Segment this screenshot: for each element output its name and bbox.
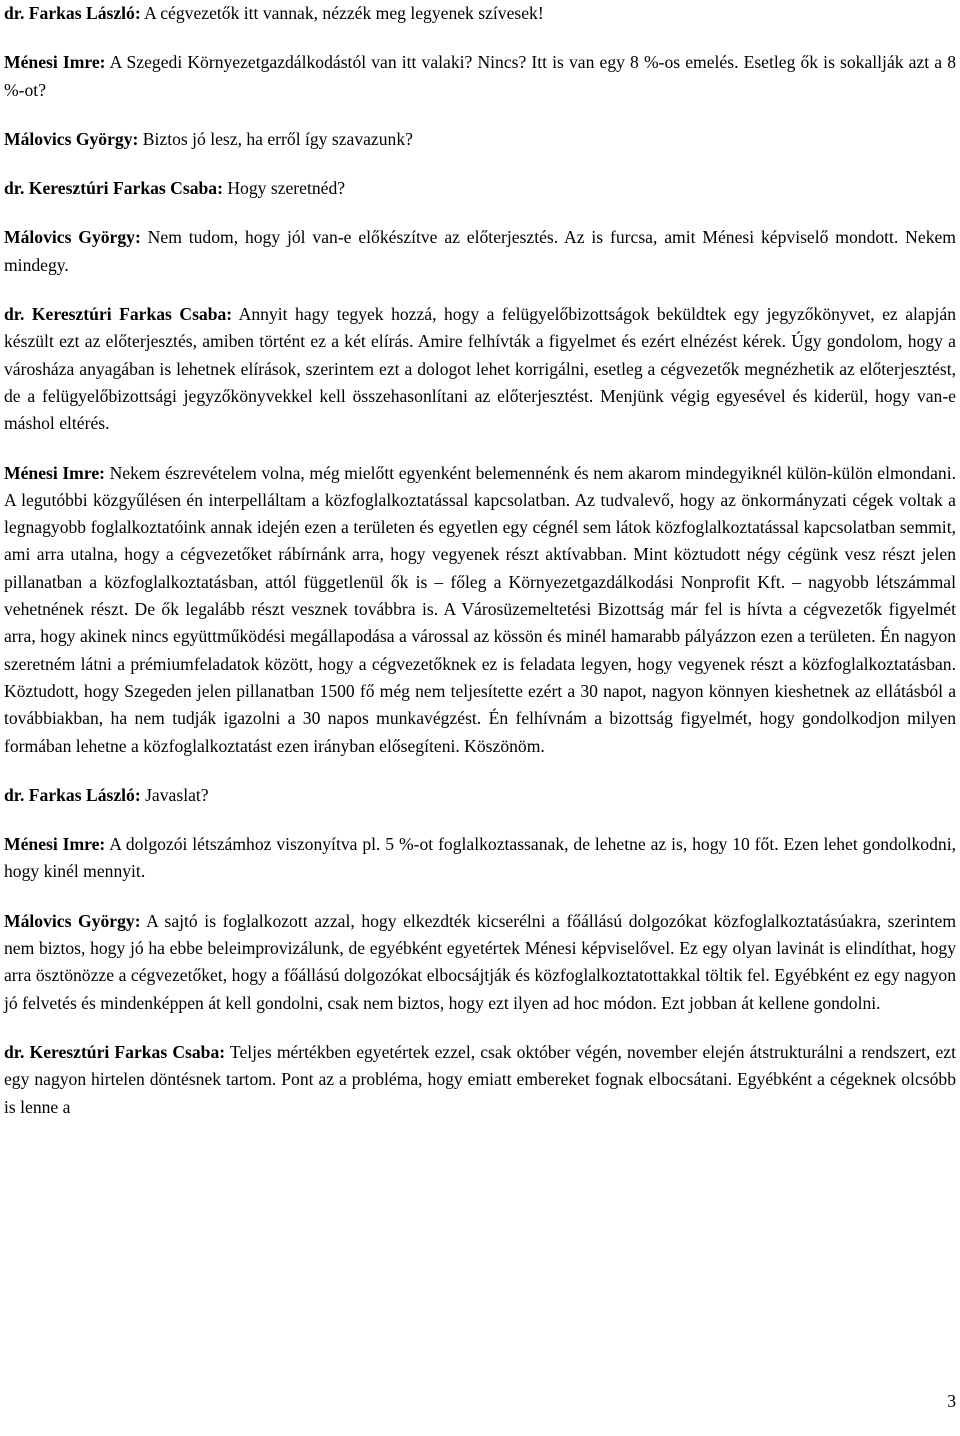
paragraph	[4, 126, 956, 153]
speaker-name: Málovics György:	[4, 128, 139, 149]
speaker-name: Ménesi Imre:	[4, 834, 106, 855]
speaker-name: dr. Keresztúri Farkas Csaba:	[4, 1041, 226, 1062]
speaker-name: dr. Keresztúri Farkas Csaba:	[4, 178, 223, 199]
paragraph	[4, 782, 956, 809]
paragraph	[4, 460, 956, 760]
paragraph	[4, 831, 956, 886]
paragraph-text: A dolgozói létszámhoz viszonyítva pl. 5 %-ot foglalkoztassanak, de lehetne az is, hogy 10 főt. Ezen lehet gondolkodni, hogy kinél mennyit.	[4, 834, 956, 882]
paragraph	[4, 224, 956, 279]
paragraph-text: Javaslat?	[140, 784, 209, 805]
speaker-name: Ménesi Imre:	[4, 52, 106, 73]
paragraph-text: A Szegedi Környezetgazdálkodástól van itt valaki? Nincs? Itt is van egy 8 %-os emelés. Esetleg ők is sokallják azt a 8 %-ot?	[4, 52, 956, 100]
paragraph-text: A sajtó is foglalkozott azzal, hogy elkezdték kicserélni a főállású dolgozókat közfoglalkoztatásúakra, szerintem nem biztos, hogy jó ha ebbe beleimprovizálunk, de egyébként egyetértek Ménesi képviselővel. Ez egy olyan lavinát is elindíthat, hogy arra ösztönözze a cégvezetőket, hogy a főállású dolgozókat elbocsájtják és közfoglalkoztatottakkal töltik fel. Egyébként ez egy nagyon jó felvetés és mindenképpen át kell gondolni, csak nem biztos, hogy ezt ilyen ad hoc módon. Ezt jobban át kellene gondolni.	[4, 910, 957, 1013]
speaker-name: Málovics György:	[4, 227, 141, 248]
paragraph	[4, 1039, 956, 1121]
paragraph	[4, 908, 956, 1017]
paragraph-text: Teljes mértékben egyetértek ezzel, csak október végén, november elején átstrukturálni a rendszert, ezt egy nagyon hirtelen döntésnek tartom. Pont az a probléma, hogy emiatt embereket fognak elbocsátani. Egyébként a cégeknek olcsóbb is lenne a	[4, 1041, 956, 1117]
paragraph-text: A cégvezetők itt vannak, nézzék meg legyenek szívesek!	[140, 3, 544, 23]
paragraph	[4, 49, 956, 104]
speaker-name: Málovics György:	[4, 910, 141, 931]
speaker-name: dr. Farkas László:	[4, 3, 141, 23]
paragraph	[4, 301, 956, 437]
page-number: 3	[947, 1391, 956, 1411]
speaker-name: dr. Keresztúri Farkas Csaba:	[4, 304, 233, 325]
speaker-name: Ménesi Imre:	[4, 462, 105, 483]
paragraph-text: Nekem észrevételem volna, még mielőtt egyenként belemennénk és nem akarom mindegyiknél külön-külön elmondani. A legutóbbi közgyűlésen én interpelláltam a közfoglalkoztatással kapcsolatban. Az tudvalevő, hogy az önkormányzati cégek voltak a legnagyobb foglalkoztatóink annak idején ezen a területen és egyetlen egy cégnél sem látok közfoglalkoztatással kapcsolatban semmit, ami arra utalna, hogy a cégvezetőket rábírnánk arra, hogy vegyenek részt aktívabban. Mint köztudott négy cégünk vesz részt jelen pillanatban a közfoglalkoztatásban, attól függetlenül ők is – főleg a Környezetgazdálkodási Nonprofit Kft. – nagyobb létszámmal vehetnének részt. De ők legalább részt vesznek továbbra is. A Városüzemeltetési Bizottság már fel is hívta a cégvezetők figyelmét arra, hogy akinek nincs együttműködési megállapodása a várossal az kössön és minél hamarabb pályázzon ezen a területen. Én nagyon szeretném látni a prémiumfeladatok között, hogy a cégvezetőknek ez is feladata legyen, hogy vegyenek részt a közfoglalkoztatásban. Köztudott, hogy Szegeden jelen pillanatban 1500 fő még nem teljesítette ezért a 30 napot, nagyon könnyen kieshetnek az ellátásból a továbbiakban, ha nem tudják igazolni a 30 napos munkavégzést. Én felhívnám a bizottság figyelmét, hogy gondolkodjon milyen formában lehetne a közfoglalkoztatást ezen irányban elősegíteni. Köszönöm.	[4, 462, 956, 756]
document-page	[4, 0, 956, 1143]
paragraph-text: Nem tudom, hogy jól van-e előkészítve az előterjesztés. Az is furcsa, amit Ménesi képviselő mondott. Nekem mindegy.	[4, 227, 956, 275]
paragraph	[4, 0, 956, 27]
speaker-name: dr. Farkas László:	[4, 784, 141, 805]
paragraph	[4, 175, 956, 202]
paragraph-text: Hogy szeretnéd?	[222, 178, 346, 199]
paragraph-text: Biztos jó lesz, ha erről így szavazunk?	[138, 128, 413, 149]
paragraph-text: Annyit hagy tegyek hozzá, hogy a felügyelőbizottságok beküldtek egy jegyzőkönyvet, ez alapján készült ezt az előterjesztés, amiben történt ez a két elírás. Amire felhívták a figyelmet és ezért elnézést kérek. Úgy gondolom, hogy a városháza anyagában is lehetnek elírások, szerintem ezt a dologot lehet korrigálni, esetleg a cégvezetők megnézhetik az előterjesztést, de a felügyelőbizottsági jegyzőkönyvekkel kell összehasonlítani az előterjesztést. Menjünk végig egyesével és kiderül, hogy van-e máshol eltérés.	[4, 304, 957, 434]
